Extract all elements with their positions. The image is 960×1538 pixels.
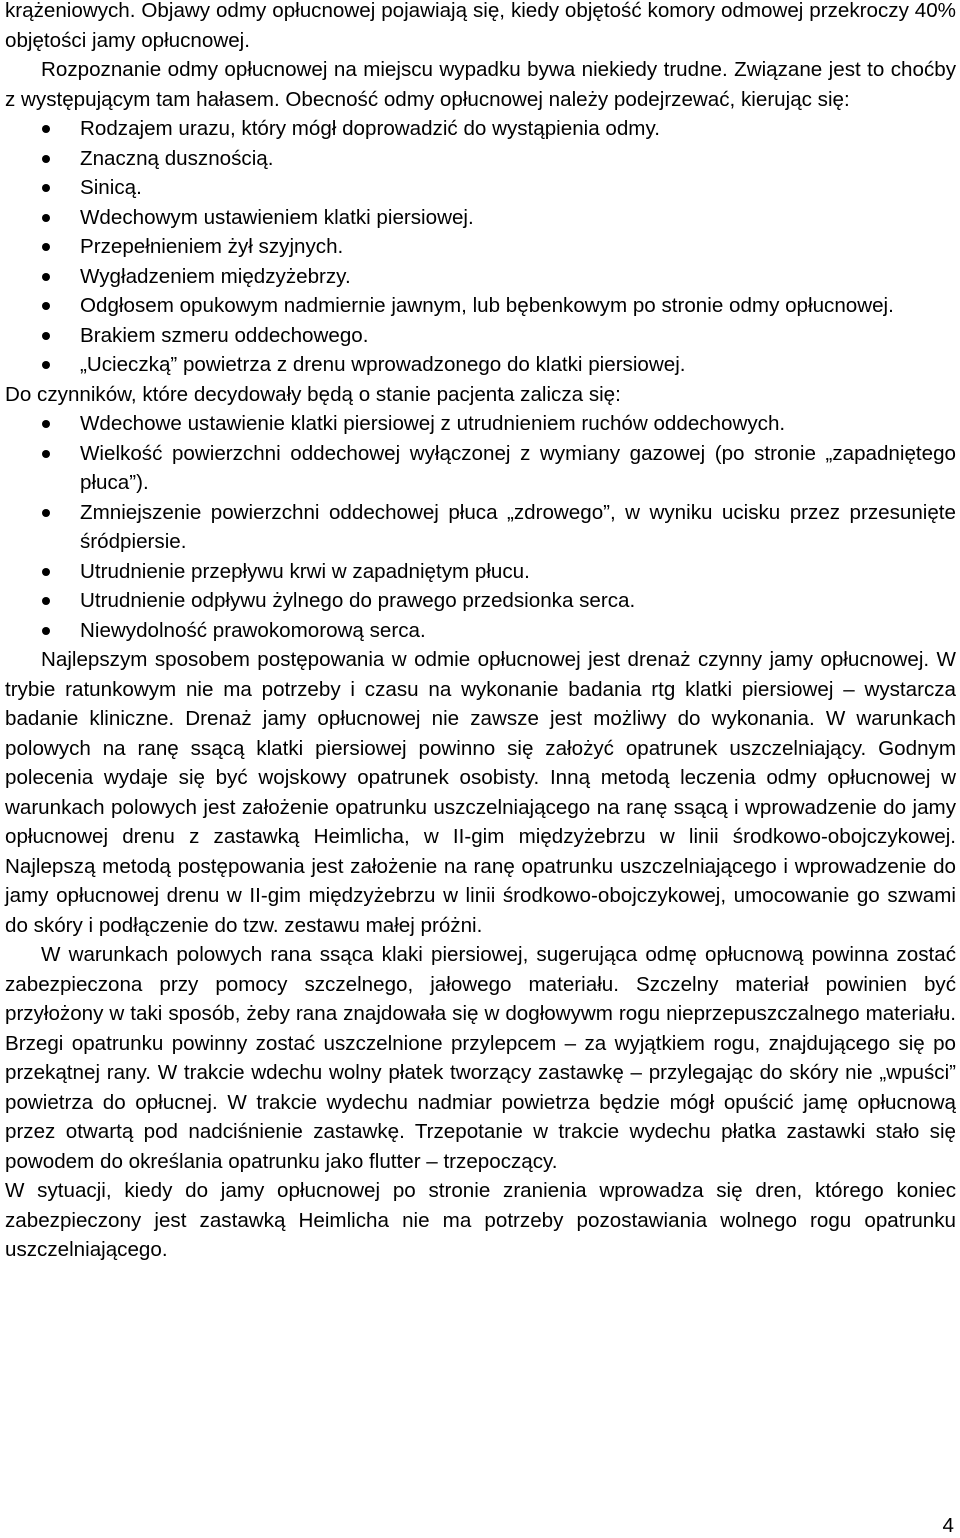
list-item: [5, 291, 956, 321]
list-item-text: Wdechowym ustawieniem klatki piersiowej.: [80, 205, 474, 229]
list-item-text: Niewydolność prawokomorową serca.: [80, 618, 426, 642]
list-item-text: Wielkość powierzchni oddechowej wyłączonej z wymiany gazowej (po stronie „zapadniętego płuca”).: [80, 441, 956, 494]
list-item-text: Zmniejszenie powierzchni oddechowej płuca „zdrowego”, w wyniku ucisku przez przesunięte śródpiersie.: [80, 500, 956, 553]
body-paragraph-2: W warunkach polowych rana ssąca klaki piersiowej, sugerująca odmę opłucnową powinna zostać zabezpieczona przy pomocy szczelnego, jałowego materiału. Szczelny materiał powinien być przyłożony w taki sposób, żeby rana znajdowała się w dogłowywm rogu nieprzepuszczalnego materiału. Brzegi opatrunku powinny zostać uszczelnione przylepcem – za wyjątkiem rogu, znajdującego się po przekątnej rany. W trakcie wdechu wolny płatek tworzący zastawkę – przylegając do skóry nie „wpuści” powietrza do opłucnej. W trakcie wydechu nadmiar powietrza będzie mógł opuścić jamę opłucnową przez otwartą pod nadciśnienie zastawkę. Trzepotanie w trakcie wydechu płatka zastawki stało się powodem do określania opatrunku jako flutter – trzepoczący.: [5, 943, 956, 1173]
list-item: [5, 557, 956, 587]
list-item-text: Rodzajem urazu, który mógł doprowadzić do wystąpienia odmy.: [80, 117, 660, 140]
list-item-text: Brakiem szmeru oddechowego.: [80, 323, 369, 347]
list-item: [5, 203, 956, 233]
bullet-icon: [42, 568, 50, 576]
intro-paragraph-1: krążeniowych. Objawy odmy opłucnowej pojawiają się, kiedy objętość komory odmowej przekroczy 40% objętości jamy opłucnowej.: [5, 0, 956, 52]
list-item: [5, 173, 956, 203]
body-paragraph-3: W sytuacji, kiedy do jamy opłucnowej po stronie zranienia wprowadza się dren, którego koniec zabezpieczony jest zastawką Heimlicha nie ma potrzeby pozostawiania wolnego rogu opatrunku uszczelniającego.: [5, 1179, 956, 1261]
bullet-icon: [42, 243, 50, 251]
factors-list: [5, 409, 956, 645]
bullet-icon: [42, 332, 50, 340]
factors-intro: Do czynników, które decydowały będą o stanie pacjenta zalicza się:: [5, 382, 621, 406]
bullet-icon: [42, 273, 50, 281]
bullet-icon: [42, 302, 50, 310]
bullet-icon: [42, 125, 50, 133]
bullet-icon: [42, 509, 50, 517]
list-item-text: Odgłosem opukowym nadmiernie jawnym, lub bębenkowym po stronie odmy opłucnowej.: [80, 294, 894, 317]
list-item-text: Znaczną dusznością.: [80, 146, 274, 170]
intro-paragraph-2: Rozpoznanie odmy opłucnowej na miejscu wypadku bywa niekiedy trudne. Związane jest to choćby z występującym tam hałasem. Obecność odmy opłucnowej należy podejrzewać, kierując się:: [5, 58, 956, 111]
bullet-icon: [42, 597, 50, 605]
body-paragraph-1: Najlepszym sposobem postępowania w odmie opłucnowej jest drenaż czynny jamy opłucnowej. W trybie ratunkowym nie ma potrzeby i czasu na wykonanie badania rtg klatki piersiowej – wystarcza badanie kliniczne. Drenaż jamy opłucnowej nie zawsze jest możliwy do wykonania. W warunkach polowych na ranę ssącą klatki piersiowej powinno się założyć opatrunek uszczelniający. Godnym polecenia wydaje się być wojskowy opatrunek osobisty. Inną metodą leczenia odmy opłucnowej w warunkach polowych jest założenie opatrunku uszczelniającego na ranę ssącą i wprowadzenie do jamy opłucnowej drenu z zastawką Heimlicha, w II-gim międzyżebrzu w linii środkowo-obojczykowej. Najlepszą metodą postępowania jest założenie na ranę opatrunku uszczelniającego i wprowadzenie do jamy opłucnowej drenu w II-gim międzyżebrzu w linii środkowo-obojczykowej, umocowanie go szwami do skóry i podłączenie do tzw. zestawu małej próżni.: [5, 648, 956, 937]
list-item-text: Utrudnienie przepływu krwi w zapadniętym płucu.: [80, 559, 530, 583]
bullet-icon: [42, 627, 50, 635]
list-item-text: Wdechowe ustawienie klatki piersiowej z utrudnieniem ruchów oddechowych.: [80, 412, 786, 435]
list-item-text: Przepełnieniem żył szyjnych.: [80, 235, 344, 258]
list-item: [5, 616, 956, 646]
bullet-icon: [42, 450, 50, 458]
bullet-icon: [42, 420, 50, 428]
symptoms-list: [5, 114, 956, 380]
list-item: [5, 262, 956, 292]
list-item: [5, 232, 956, 262]
bullet-icon: [42, 361, 50, 369]
bullet-icon: [42, 184, 50, 192]
list-item-text: Utrudnienie odpływu żylnego do prawego przedsionka serca.: [80, 589, 636, 612]
list-item-text: „Ucieczką” powietrza z drenu wprowadzonego do klatki piersiowej.: [80, 353, 686, 376]
list-item: [5, 114, 956, 144]
list-item: [5, 439, 956, 498]
list-item: [5, 350, 956, 380]
list-item: [5, 498, 956, 557]
document-page: [5, 0, 956, 1265]
list-item-text: Wygładzeniem międzyżebrzy.: [80, 264, 351, 288]
bullet-icon: [42, 214, 50, 222]
list-item: [5, 586, 956, 616]
list-item-text: Sinicą.: [80, 176, 142, 199]
list-item: [5, 321, 956, 351]
list-item: [5, 144, 956, 174]
bullet-icon: [42, 155, 50, 163]
page-number: 4: [942, 1514, 954, 1537]
list-item: [5, 409, 956, 439]
